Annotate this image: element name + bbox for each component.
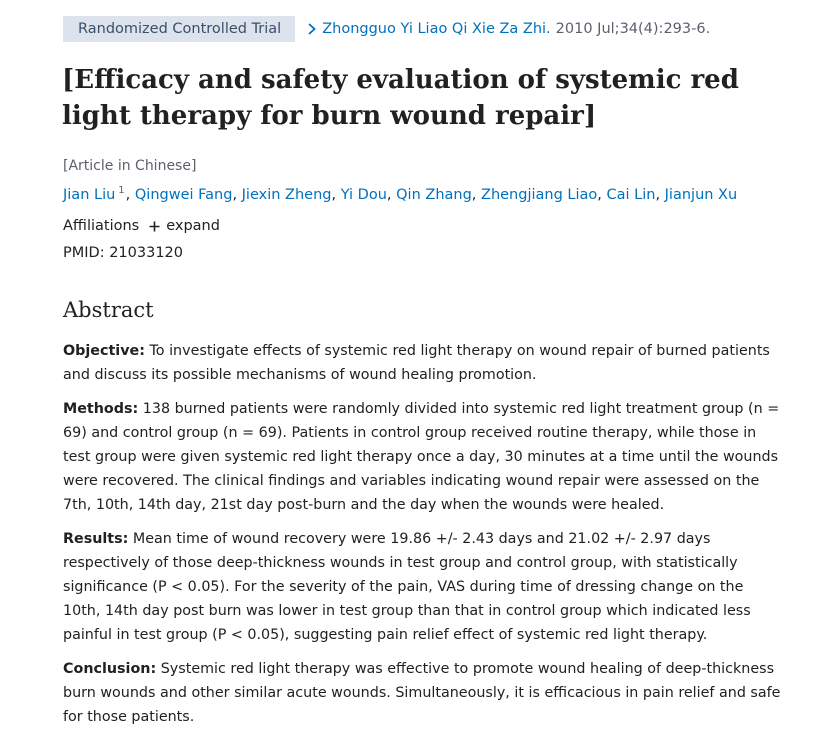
section-text: To investigate effects of systemic red light therapy on wound repair of burned patients and discuss its possible mechanisms of wound healing promotion. (63, 343, 770, 383)
author-separator: , (232, 186, 242, 203)
author-separator: , (471, 186, 482, 203)
author-link[interactable]: Zhengjiang Liao (481, 186, 598, 203)
abstract-methods (63, 397, 785, 517)
author-separator: , (125, 186, 135, 203)
section-text: Mean time of wound recovery were 19.86 +/- 2.43 days and 21.02 +/- 2.97 days respectively of those deep-thickness wounds in test group and control group, with statistically significance (P < 0.05). For the severity of the pain, VAS during time of dressing change on the 10th, 14th day post burn was lower in test group than that in control group which indicated less painful in test group (P < 0.05), suggesting pain relief effect of systemic red light therapy. (63, 531, 751, 643)
publication-type-badge: Randomized Controlled Trial (63, 16, 295, 42)
plus-icon (149, 221, 160, 232)
author-link[interactable]: Cai Lin (606, 186, 656, 203)
author-link[interactable]: Jiexin Zheng (241, 186, 332, 203)
affiliations-row (63, 218, 220, 234)
abstract-objective (63, 339, 785, 387)
section-label: Objective: (63, 343, 145, 359)
pmid: PMID: 21033120 (63, 245, 183, 261)
author-link[interactable]: Yi Dou (340, 186, 387, 203)
abstract-body (63, 339, 785, 739)
chevron-right-icon (307, 22, 317, 36)
expand-label[interactable]: expand (166, 218, 220, 234)
author-separator: , (597, 186, 607, 203)
section-text: Systemic red light therapy was effective to promote wound healing of deep-thickness burn wounds and other similar acute wounds. Simultaneously, it is efficacious in pain relief and safe for those patients. (63, 661, 781, 725)
abstract-heading: Abstract (63, 298, 154, 322)
expand-affiliations-button[interactable] (149, 218, 220, 234)
author-link[interactable]: Qin Zhang (396, 186, 472, 203)
article-meta-row (63, 16, 710, 42)
affiliations-label: Affiliations (63, 218, 140, 234)
author-link[interactable]: Qingwei Fang (134, 186, 233, 203)
section-text: 138 burned patients were randomly divided into systemic red light treatment group (n = 69) and control group (n = 69). Patients in control group received routine therapy, while those in test group were given systemic red light therapy once a day, 30 minutes at a time until the wounds were recovered. The clinical findings and variables indicating wound repair were assessed on the 7th, 10th, 14th day, 21st day post-burn and the day when the wounds were healed. (63, 401, 780, 513)
journal-citation-link[interactable] (307, 21, 710, 37)
section-label: Conclusion: (63, 661, 157, 677)
section-label: Results: (63, 531, 129, 547)
author-separator: , (655, 186, 665, 203)
language-note: [Article in Chinese] (63, 158, 197, 174)
author-separator: , (331, 186, 341, 203)
author-list (63, 181, 737, 205)
journal-citation: 2010 Jul;34(4):293-6. (555, 21, 711, 37)
author-link[interactable]: Jianjun Xu (664, 186, 738, 203)
affiliation-superscript[interactable]: 1 (118, 185, 125, 196)
article-title: [Efficacy and safety evaluation of systemic red light therapy for burn wound repair] (62, 65, 739, 131)
abstract-results (63, 527, 785, 647)
journal-name[interactable]: Zhongguo Yi Liao Qi Xie Za Zhi. (322, 21, 551, 37)
abstract-conclusion (63, 657, 785, 729)
author-link[interactable]: Jian Liu (63, 186, 116, 203)
author-separator: , (386, 186, 397, 203)
section-label: Methods: (63, 401, 139, 417)
